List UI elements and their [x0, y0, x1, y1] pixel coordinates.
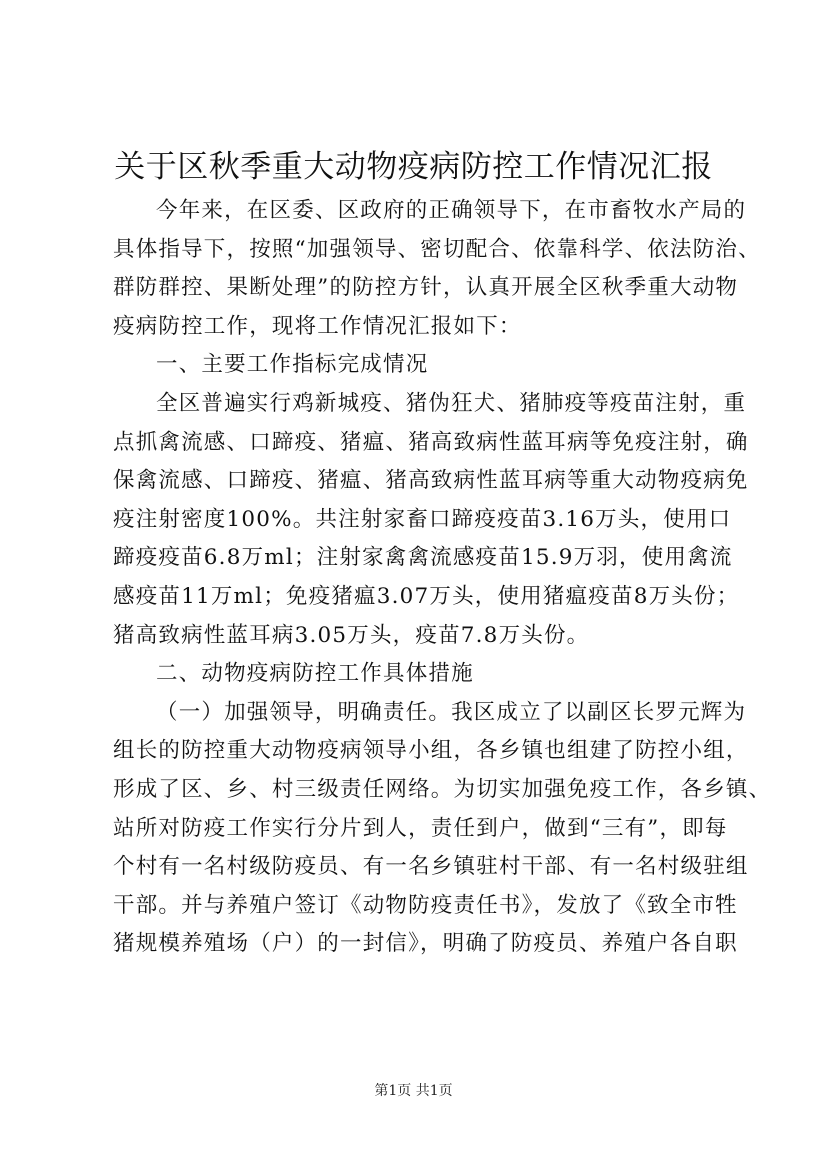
paragraph-indicators-line-7: 猪高致病性蓝耳病3.05万头，疫苗7.8万头份。	[113, 622, 590, 648]
paragraph-indicators-line-4: 疫注射密度100%。共注射家畜口蹄疫疫苗3.16万头，使用口	[113, 506, 732, 532]
paragraph-indicators-line-2: 点抓禽流感、口蹄疫、猪瘟、猪高致病性蓝耳病等免疫注射，确	[113, 429, 749, 455]
paragraph-intro-line-1: 今年来，在区委、区政府的正确领导下，在市畜牧水产局的	[156, 198, 747, 223]
paragraph-intro-line-3: 群防群控、果断处理”的防控方针，认真开展全区秋季重大动物	[113, 275, 739, 301]
paragraph-measures-line-2: 组长的防控重大动物疫病领导小组，各乡镇也组建了防控小组，	[113, 738, 749, 764]
paragraph-measures-line-5: 个村有一名村级防疫员、有一名乡镇驻村干部、有一名村级驻组	[113, 854, 749, 880]
paragraph-intro-line-4: 疫病防控工作，现将工作情况汇报如下：	[113, 313, 522, 339]
document-title: 关于区秋季重大动物疫病防控工作情况汇报	[114, 149, 713, 185]
section-heading-1: 一、主要工作指标完成情况	[156, 352, 429, 378]
paragraph-measures-line-3: 形成了区、乡、村三级责任网络。为切实加强免疫工作，各乡镇、	[113, 776, 772, 802]
paragraph-intro-line-2: 具体指导下，按照“加强领导、密切配合、依靠科学、依法防治、	[113, 236, 761, 262]
paragraph-indicators-line-5: 蹄疫疫苗6.8万ml；注射家禽禽流感疫苗15.9万羽，使用禽流	[113, 545, 733, 571]
paragraph-indicators-line-3: 保禽流感、口蹄疫、猪瘟、猪高致病性蓝耳病等重大动物疫病免	[113, 468, 749, 494]
paragraph-indicators-line-6: 感疫苗11万ml；免疫猪瘟3.07万头，使用猪瘟疫苗8万头份；	[113, 583, 740, 609]
paragraph-measures-line-1: （一）加强领导，明确责任。我区成立了以副区长罗元辉为	[156, 699, 747, 725]
paragraph-indicators-line-1: 全区普遍实行鸡新城疫、猪伪狂犬、猪肺疫等疫苗注射，重	[156, 390, 747, 416]
paragraph-measures-line-7: 猪规模养殖场（户）的一封信》，明确了防疫员、养殖户各自职	[113, 931, 738, 957]
paragraph-measures-line-6: 干部。并与养殖户签订《动物防疫责任书》，发放了《致全市牲	[113, 892, 738, 918]
page-number-footer: 第1页 共1页	[374, 1083, 453, 1099]
paragraph-measures-line-4: 站所对防疫工作实行分片到人，责任到户，做到“三有”，即每	[113, 815, 728, 841]
document-body	[113, 192, 772, 964]
section-heading-2: 二、动物疫病防控工作具体措施	[156, 661, 474, 687]
